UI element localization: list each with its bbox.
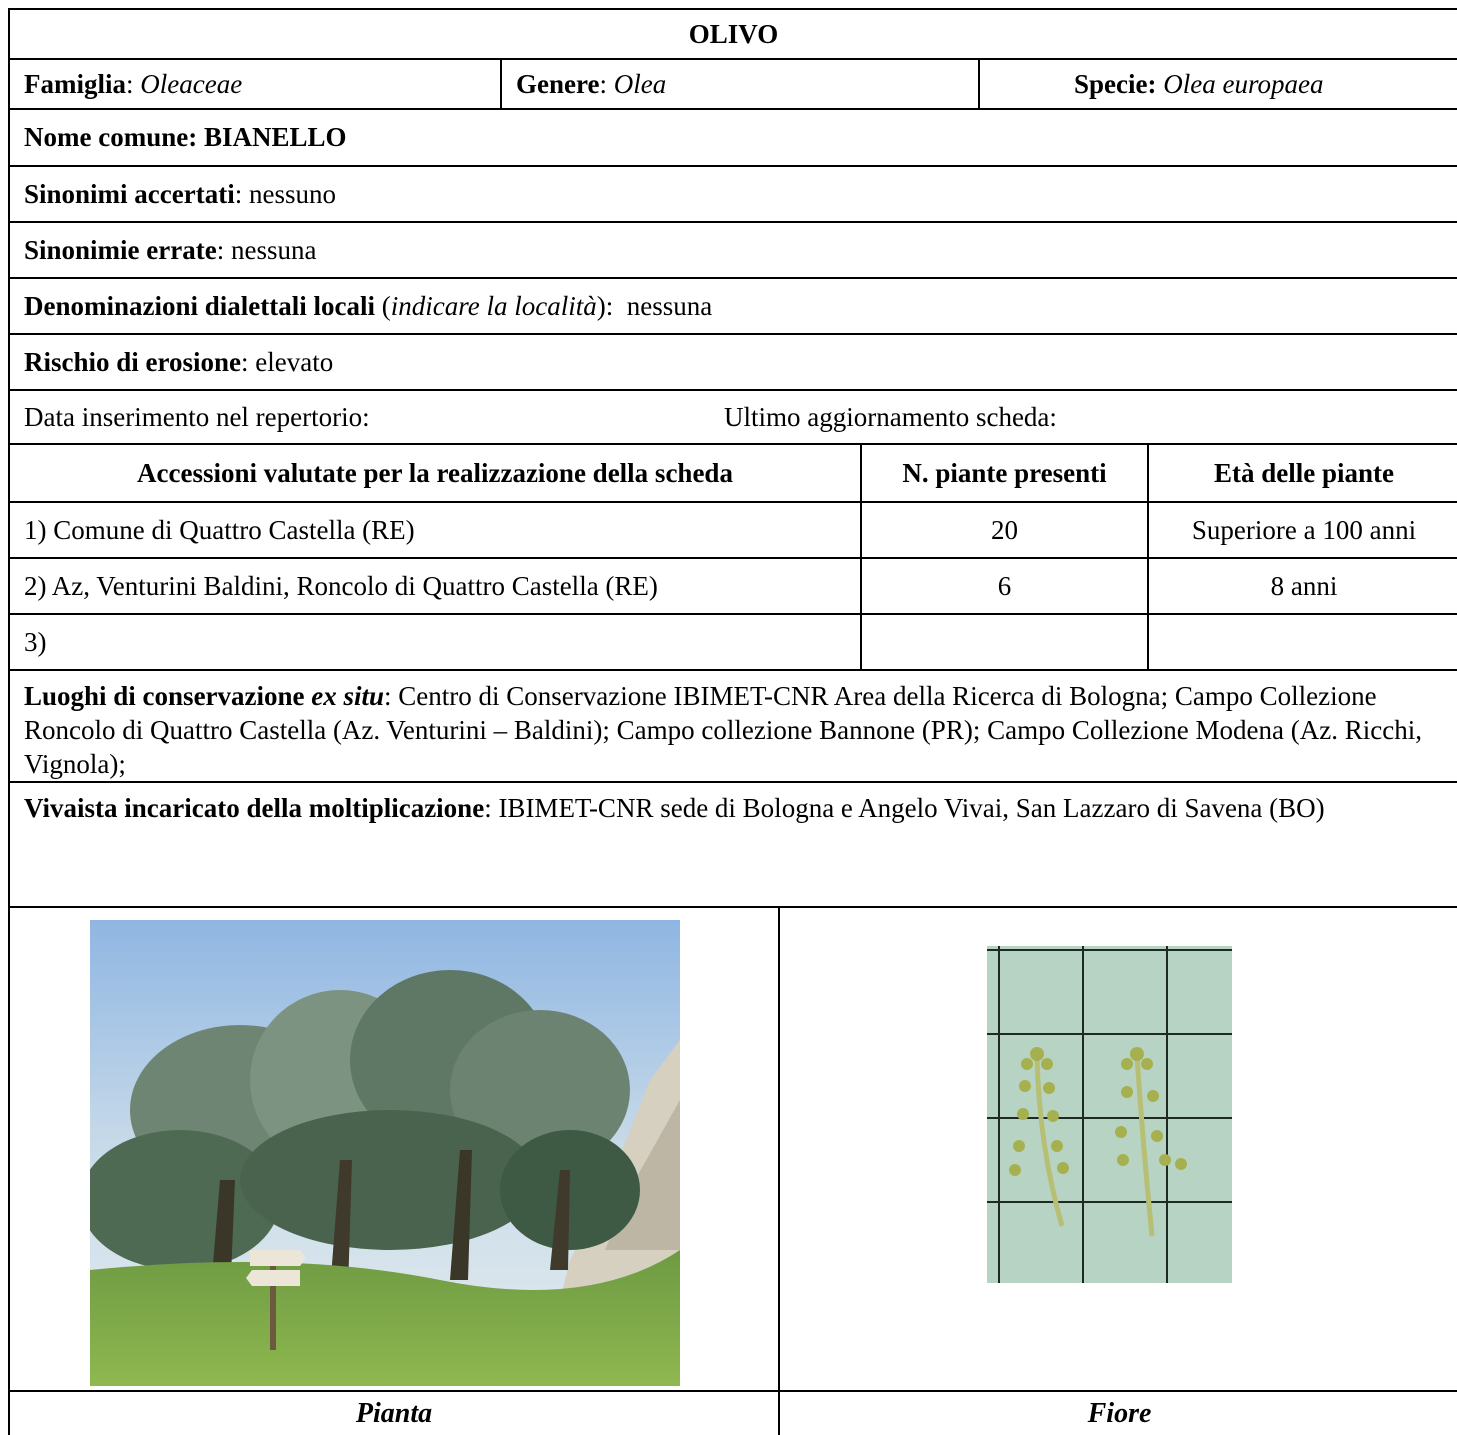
table-row	[8, 557, 1457, 613]
ultimo-aggiornamento-text: Ultimo aggiornamento scheda:	[724, 401, 1057, 432]
genere-value: Olea	[613, 68, 667, 99]
sinonimie-row	[8, 221, 1457, 277]
rischio-value: : elevato	[241, 346, 334, 377]
sinonimie-cell	[10, 223, 1457, 277]
specie-label: Specie:	[1074, 68, 1157, 99]
header-eta: Età delle piante	[1214, 457, 1394, 488]
luoghi-label-italic: ex situ	[311, 681, 385, 711]
nome-comune-row	[8, 108, 1457, 165]
captions-row	[8, 1390, 1457, 1435]
genere-label: Genere	[516, 68, 600, 99]
sinonimi-row	[8, 165, 1457, 221]
genere-cell: Genere : Olea	[516, 68, 667, 99]
nome-comune-cell: Nome comune : BIANELLO	[24, 122, 347, 152]
rischio-label: Rischio di erosione	[24, 346, 242, 377]
rischio-cell	[10, 335, 1457, 389]
fiore-caption-text: Fiore	[1087, 1397, 1152, 1429]
accessions-header-name	[10, 445, 860, 501]
accessions-header-age	[1149, 445, 1457, 501]
taxonomy-row	[8, 58, 1457, 108]
nome-comune-label: Nome comune	[24, 122, 189, 152]
rischio-row	[8, 333, 1457, 389]
pianta-caption	[10, 1392, 778, 1435]
sinonimie-value: : nessuna	[216, 234, 317, 265]
accession-age: 8 anni	[1270, 570, 1338, 601]
famiglia-value: Oleaceae	[140, 68, 243, 99]
accession-count: 20	[991, 514, 1018, 545]
sinonimie-label: Sinonimie errate	[24, 234, 217, 265]
accession-count	[862, 615, 1147, 669]
dates-row	[8, 389, 1457, 443]
photos-row	[8, 906, 1457, 1390]
luoghi-value: : Centro di Conservazione IBIMET-CNR Area della Ricerca di Bologna; Campo Collezione Roncolo di Quattro Castella (Az. Venturini – Baldini); Campo collezione Bannone (PR); Campo Collezione Modena (Az. Ricchi, Vignola);	[24, 681, 1422, 779]
sinonimi-label: Sinonimi accertati	[24, 178, 235, 209]
vivaista-value: : IBIMET-CNR sede di Bologna e Angelo Vivai, San Lazzaro di Savena (BO)	[484, 793, 1325, 823]
specie-value: Olea europaea	[1163, 68, 1324, 99]
denominazioni-value: ): nessuna	[596, 290, 713, 321]
header-n-piante: N. piante presenti	[902, 457, 1107, 488]
vivaista-label: Vivaista incaricato della moltiplicazione	[24, 793, 485, 823]
table-row	[8, 501, 1457, 557]
fiore-caption	[780, 1392, 1457, 1435]
sheet-title-text: OLIVO	[688, 18, 779, 49]
denominazioni-row	[8, 277, 1457, 333]
accession-name: 3)	[24, 626, 47, 657]
sheet-title	[10, 10, 1457, 58]
denominazioni-hint: indicare la località	[390, 290, 597, 321]
accessions-header-row	[8, 443, 1457, 501]
nome-comune-value: BIANELLO	[203, 122, 347, 152]
data-inserimento-text: Data inserimento nel repertorio:	[24, 401, 370, 432]
luoghi-label: Luoghi di conservazione	[24, 681, 312, 711]
accession-count: 6	[997, 570, 1012, 601]
accession-age	[1149, 615, 1457, 669]
vivaista-cell	[10, 783, 1457, 906]
sinonimi-cell	[10, 167, 1457, 221]
luoghi-row	[8, 669, 1457, 781]
vivaista-row	[8, 781, 1457, 906]
accession-name: 2) Az, Venturini Baldini, Roncolo di Quattro Castella (RE)	[24, 570, 658, 601]
plant-photo	[90, 920, 680, 1386]
specie-cell	[1060, 60, 1457, 108]
title-row	[8, 8, 1457, 58]
ultimo-aggiornamento	[710, 391, 1410, 443]
header-accessioni: Accessioni valutate per la realizzazione della scheda	[137, 457, 733, 488]
luoghi-cell	[10, 671, 1457, 781]
pianta-caption-text: Pianta	[355, 1397, 433, 1429]
sinonimi-value: : nessuno	[234, 178, 336, 209]
denominazioni-cell: Denominazioni dialettali locali ( indicare la località ): nessuna	[24, 290, 713, 321]
accessions-header-count	[862, 445, 1147, 501]
table-row	[8, 613, 1457, 669]
denominazioni-label: Denominazioni dialettali locali	[24, 290, 375, 321]
famiglia-label: Famiglia	[24, 68, 126, 99]
accession-name: 1) Comune di Quattro Castella (RE)	[24, 514, 415, 545]
famiglia-cell: Famiglia : Oleaceae	[24, 68, 243, 99]
data-inserimento	[10, 391, 690, 443]
accession-age: Superiore a 100 anni	[1191, 514, 1417, 545]
flower-photo	[987, 946, 1232, 1283]
